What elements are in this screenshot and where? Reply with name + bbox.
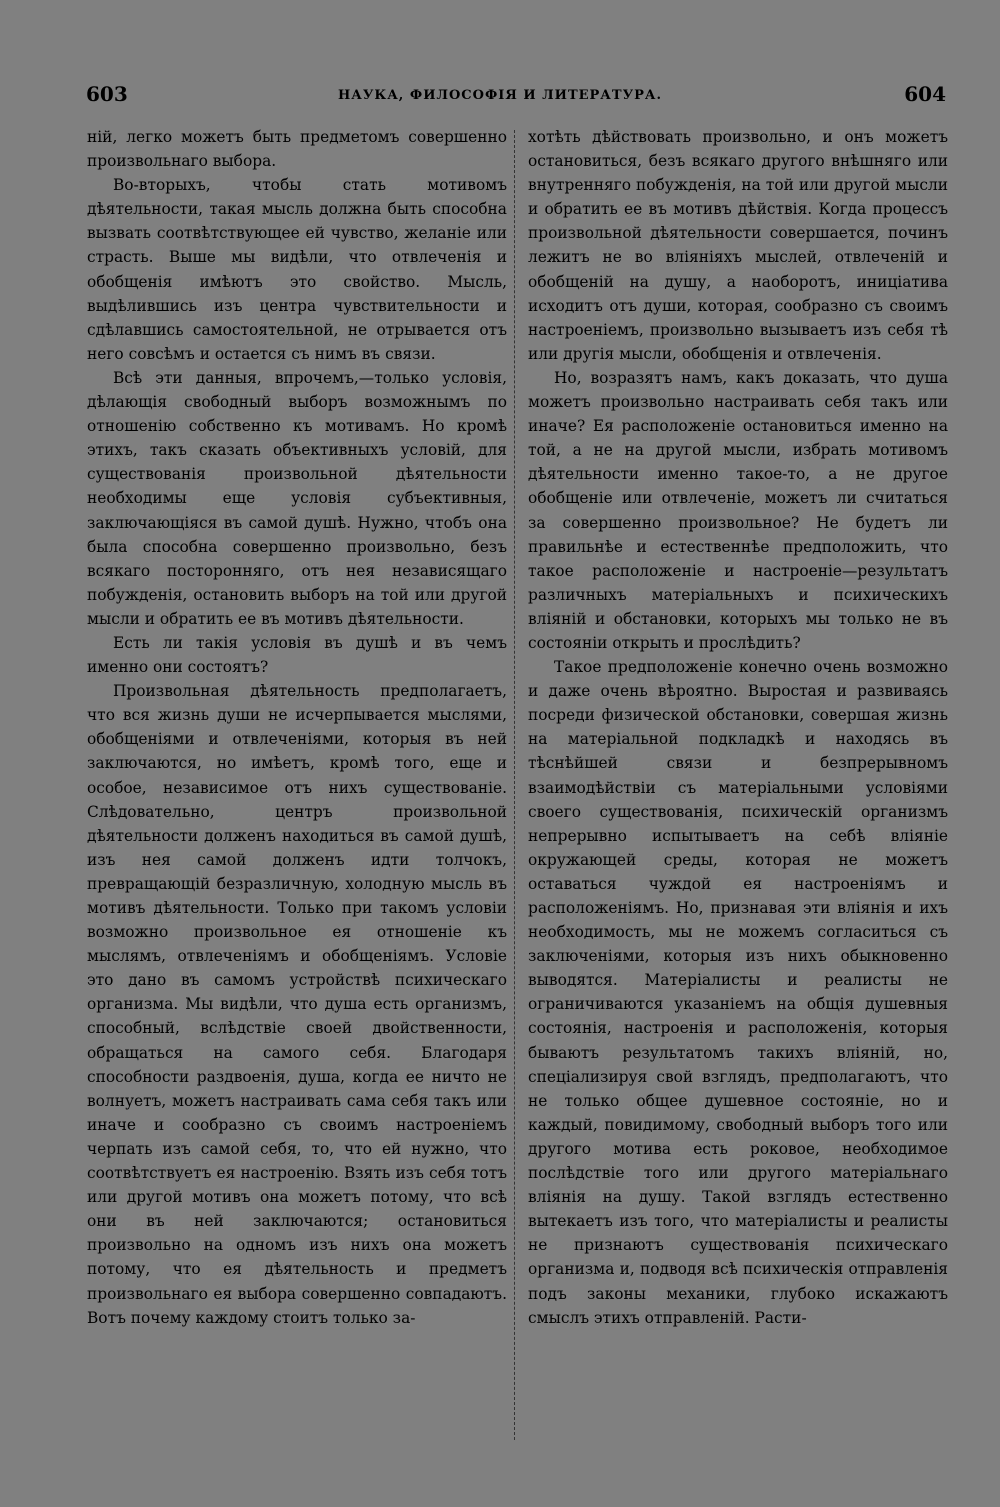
paragraph: Произвольная дѣятельность предполагаетъ, что вся жизнь души не исчерпывается мыслями, обобщеніями и отвлеченіями, которыя въ ней заключаются, но имѣетъ, кромѣ того, еще и особое, независимое отъ нихъ существованіе. Слѣдовательно, центръ произвольной дѣятельности долженъ находиться въ самой душѣ, изъ нея самой долженъ идти толчокъ, превращающій безразличную, холодную мысль въ мотивъ дѣятельности. Только при такомъ условіи возможно произвольное ея отношеніе къ мыслямъ, отвлеченіямъ и обобщеніямъ. Условіе это дано въ самомъ устройствѣ психическаго организма. Мы видѣли, что душа есть организмъ, способный, вслѣдствіе своей двойственности, обращаться на самого себя. Благодаря способности раздвоенія, душа, когда ее ничто не волнуетъ, можетъ настраивать сама себя такъ или иначе и сообразно съ своимъ настроеніемъ черпать изъ самой себя, то, что ей нужно, что соотвѣтствуетъ ея настроенію. Взять изъ себя тотъ или другой мотивъ она можетъ потому, что всѣ они въ ней заключаются; остановиться произвольно на одномъ изъ нихъ она можетъ потому, что ея дѣятельность и предметъ произвольнаго ея выбора совершенно совпадаютъ. Вотъ почему каждому стоитъ только за-: [87, 682, 507, 1327]
right-column: [528, 125, 948, 1445]
paragraph: Всѣ эти данныя, впрочемъ,—только условія, дѣлающія свободный выборъ возможнымъ по отношенію собственно къ мотивамъ. Но кромѣ этихъ, такъ сказать объективныхъ условій, для существованія произвольной дѣятельности необходимы еще условія субъективныя, заключающіяся въ самой душѣ. Нужно, чтобъ она была способна совершенно произвольно, безъ всякаго посторонняго, отъ нея независящаго побужденія, остановить выборъ на той или другой мысли и обратить ее въ мотивъ дѣятельности.: [87, 368, 507, 628]
paragraph: Такое предположеніе конечно очень возможно и даже очень вѣроятно. Выростая и развиваясь посреди физической обстановки, совершая жизнь на матеріальной подкладкѣ и находясь въ тѣснѣйшей связи и безпрерывномъ взаимодѣйствіи съ матеріальными условіями своего существованія, психическій организмъ непрерывно испытываетъ на себѣ вліяніе окружающей среды, которая не можетъ оставаться чуждой ея настроеніямъ и расположеніямъ. Но, признавая эти вліянія и ихъ необходимость, мы не можемъ согласиться съ заключеніями, которыя изъ нихъ обыкновенно выводятся. Матеріалисты и реалисты не ограничиваются указаніемъ на общія душевныя состоянія, настроенія и расположенія, которыя бываютъ результатомъ такихъ вліяній, но, спеціализируя свой взглядъ, предполагаютъ, что не только общее душевное состояніе, но и каждый, повидимому, свободный выборъ того или другого мотива есть роковое, необходимое послѣдствіе того или другого матеріальнаго вліянія на душу. Такой взглядъ естественно вытекаетъ изъ того, что матеріалисты и реалисты не признаютъ существованія психическаго организма и, подводя всѣ психическія отправленія подъ законы механики, глубоко искажаютъ смыслъ этихъ отправленій. Расти-: [528, 658, 948, 1327]
paragraph: хотѣть дѣйствовать произвольно, и онъ можетъ остановиться, безъ всякаго другого внѣшняго или внутренняго побужденія, на той или другой мысли и обратить ее въ мотивъ дѣйствія. Когда процессъ произвольной дѣятельности совершается, починъ лежитъ не во вліяніяхъ мыслей, отвлеченій и обобщеній на душу, а наоборотъ, иниціатива исходитъ отъ души, которая, сообразно съ своимъ настроеніемъ, произвольно вызываетъ изъ себя тѣ или другія мысли, обобщенія и отвлеченія.: [528, 128, 948, 363]
paragraph: Но, возразятъ намъ, какъ доказать, что душа можетъ произвольно настраивать себя такъ или иначе? Ея расположеніе остановиться именно на той, а не на другой мысли, избрать мотивомъ дѣятельности именно такое-то, а не другое обобщеніе или отвлеченіе, можетъ ли считаться за совершенно произвольное? Не будетъ ли правильнѣе и естественнѣе предположить, что такое расположеніе и настроеніе—результатъ различныхъ матеріальныхъ и психическихъ вліяній и обстановки, которыхъ мы только не въ состояніи открыть и прослѣдить?: [528, 368, 948, 652]
paragraph: Во-вторыхъ, чтобы стать мотивомъ дѣятельности, такая мысль должна быть способна вызвать соотвѣтствующее ей чувство, желаніе или страсть. Выше мы видѣли, что отвлеченія и обобщенія имѣютъ это свойство. Мысль, выдѣлившись изъ центра чувствительности и сдѣлавшись самостоятельной, не отрывается отъ него совсѣмъ и остается съ нимъ въ связи.: [87, 176, 507, 363]
page-number-right: 604: [904, 82, 946, 106]
left-column: [87, 125, 507, 1445]
paragraph: Есть ли такія условія въ душѣ и въ чемъ именно они состоятъ?: [87, 633, 507, 677]
running-title: НАУКА, ФИЛОСОФІЯ И ЛИТЕРАТУРА.: [337, 88, 663, 103]
column-divider: [514, 130, 515, 1440]
paragraph: ній, легко можетъ быть предметомъ совершенно произвольнаго выбора.: [87, 128, 507, 171]
page-header: [0, 82, 1000, 112]
page-number-left: 603: [86, 82, 128, 106]
